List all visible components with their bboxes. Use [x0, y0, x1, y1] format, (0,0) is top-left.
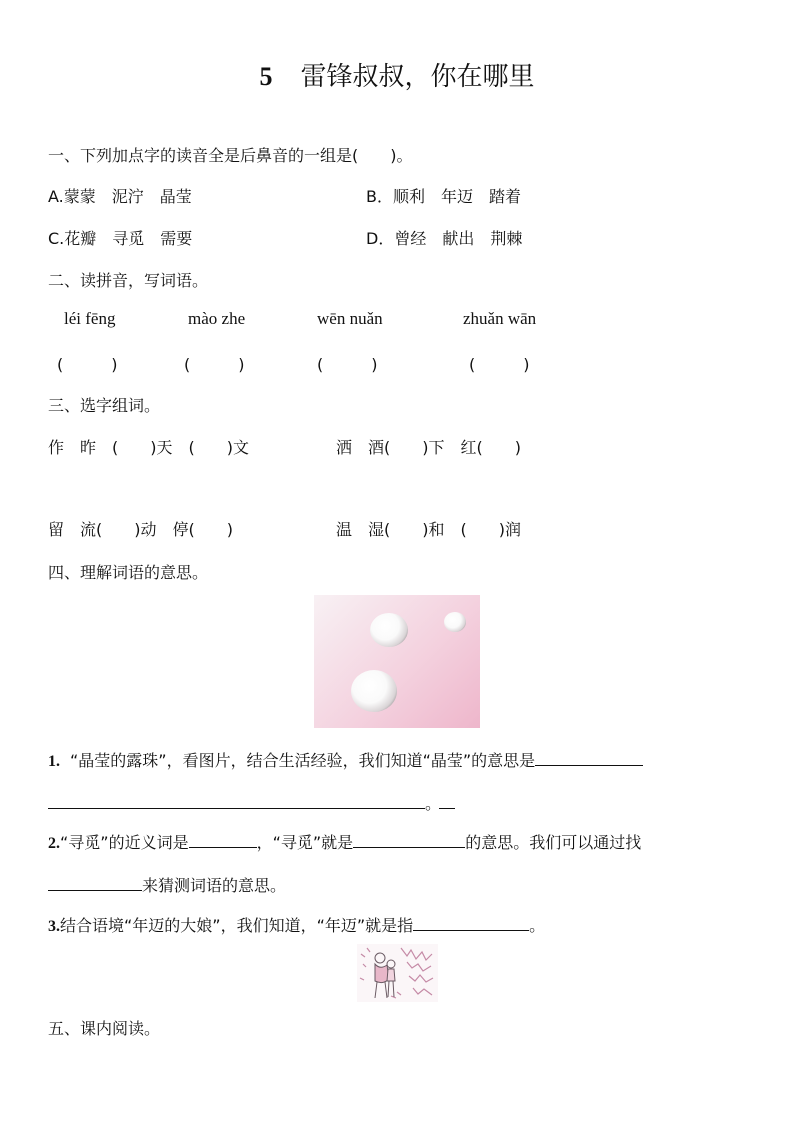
page-title — [0, 56, 794, 93]
question-2-blank-2[interactable] — [353, 829, 465, 848]
section-2-heading: 二、读拼音，写词语。 — [48, 271, 209, 290]
question-2-text-a: “寻觅”的近义词是 — [60, 833, 189, 852]
option-c: C.花瓣 寻觅 需要 — [48, 229, 193, 248]
choose-row-1a: 作 昨 ( )天 ( )文 — [48, 438, 249, 457]
pinyin-4: zhuǎn wān — [463, 309, 537, 328]
lesson-title: 雷锋叔叔，你在哪里 — [300, 62, 535, 92]
question-2-number: 2. — [48, 835, 60, 852]
choose-row-1b: 洒 酒( )下 红( ) — [336, 438, 521, 457]
answer-blank-2[interactable]: ( ) — [184, 355, 245, 374]
question-2 — [48, 829, 641, 853]
question-2-text-c: 的意思。我们可以通过找 — [465, 833, 642, 852]
question-3-number: 3. — [48, 918, 60, 935]
question-1-text: “晶莹的露珠”，看图片，结合生活经验，我们知道“晶莹”的意思是 — [70, 751, 536, 770]
question-2-line-2 — [48, 872, 286, 896]
pinyin-1: léi fēng — [64, 309, 116, 328]
section-4-heading: 四、理解词语的意思。 — [48, 563, 209, 582]
question-2-text-b: ，“寻觅”就是 — [256, 833, 354, 852]
question-1-blank[interactable] — [535, 747, 643, 766]
lesson-number: 5 — [259, 62, 273, 91]
section-3-heading: 三、选字组词。 — [48, 396, 161, 415]
section-5-heading: 五、课内阅读。 — [48, 1019, 161, 1038]
question-1-line-2 — [48, 790, 455, 814]
pinyin-3: wēn nuǎn — [317, 309, 383, 328]
dewdrops-image — [314, 595, 480, 728]
question-2-blank-1[interactable] — [189, 829, 257, 848]
option-d: D．曾经 献出 荆棘 — [366, 229, 523, 248]
pinyin-2: mào zhe — [188, 309, 246, 328]
option-b: B．顺利 年迈 踏着 — [366, 187, 521, 206]
option-a: A.蒙蒙 泥泞 晶莹 — [48, 187, 192, 206]
answer-blank-4[interactable]: ( ) — [469, 355, 530, 374]
answer-blank-1[interactable]: ( ) — [57, 355, 118, 374]
question-3 — [48, 912, 545, 936]
answer-blank-3[interactable]: ( ) — [317, 355, 378, 374]
section-1-heading: 一、下列加点字的读音全是后鼻音的一组是( )。 — [48, 146, 413, 165]
question-2-text-d: 来猜测词语的意思。 — [142, 876, 287, 895]
question-3-text: 结合语境“年迈的大娘”，我们知道，“年迈”就是指 — [60, 916, 414, 935]
question-1-number: 1. — [48, 753, 60, 770]
choose-row-2a: 留 流( )动 停( ) — [48, 520, 233, 539]
question-3-period: 。 — [529, 916, 546, 935]
elderly-woman-image — [357, 944, 438, 1002]
question-2-blank-3[interactable] — [48, 872, 142, 891]
choose-row-2b: 温 湿( )和 ( )润 — [336, 520, 521, 539]
question-1-period: 。 — [425, 794, 442, 813]
question-1 — [48, 747, 643, 771]
question-1-blank-2[interactable] — [48, 790, 425, 809]
question-3-blank[interactable] — [413, 912, 529, 931]
